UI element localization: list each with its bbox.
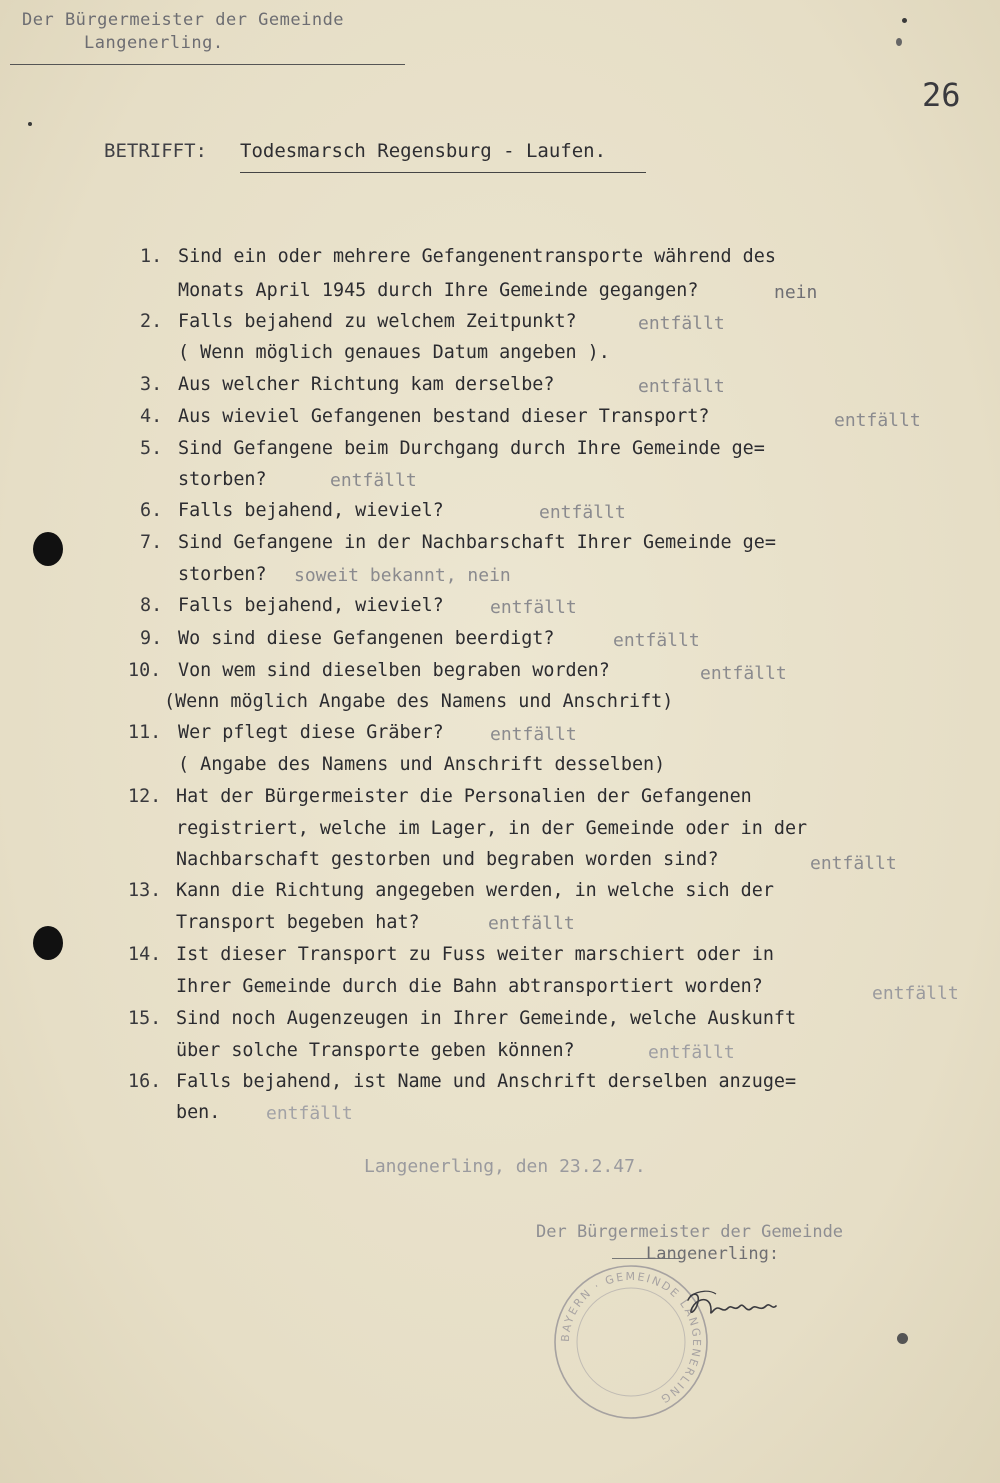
question-text: Aus welcher Richtung kam derselbe? (178, 374, 555, 395)
question-text: Von wem sind dieselben begraben worden? (178, 660, 610, 681)
answer-text: soweit bekannt, nein (294, 565, 511, 586)
answer-text: entfällt (648, 1042, 735, 1063)
answer-text: entfällt (834, 410, 921, 431)
question-text: Hat der Bürgermeister die Personalien der Gefangenen (176, 786, 752, 807)
stamp-text: BAYERN · GEMEINDE LANGENERLING (558, 1269, 704, 1407)
question-number: 11. (128, 722, 162, 743)
question-text: Kann die Richtung angegeben werden, in welche sich der (176, 880, 774, 901)
answer-text: entfällt (872, 983, 959, 1004)
question-text: Falls bejahend, wieviel? (178, 595, 444, 616)
question-number: 6. (140, 500, 163, 521)
question-number: 16. (128, 1071, 162, 1092)
ink-speck (897, 1333, 908, 1344)
question-text: Aus wieviel Gefangenen bestand dieser Transport? (178, 406, 710, 427)
answer-text: entfällt (638, 313, 725, 334)
question-text: Nachbarschaft gestorben und begraben worden sind? (176, 849, 719, 870)
question-text: ( Wenn möglich genaues Datum angeben ). (178, 342, 610, 363)
answer-text: entfällt (700, 663, 787, 684)
question-number: 13. (128, 880, 162, 901)
answer-text: nein (774, 282, 818, 303)
question-text: Monats April 1945 durch Ihre Gemeinde gegangen? (178, 280, 699, 301)
answer-text: entfällt (638, 376, 725, 397)
question-number: 10. (128, 660, 162, 681)
answer-text: entfällt (490, 597, 577, 618)
question-number: 5. (140, 438, 163, 459)
question-text: Falls bejahend, wieviel? (178, 500, 444, 521)
question-text: Sind ein oder mehrere Gefangenentransporte während des (178, 246, 776, 267)
subject-text: Todesmarsch Regensburg - Laufen. (240, 140, 607, 162)
handwritten-signature (680, 1286, 780, 1326)
signature-title: Der Bürgermeister der Gemeinde (536, 1222, 844, 1242)
question-number: 4. (140, 406, 163, 427)
question-number: 1. (140, 246, 163, 267)
question-text: über solche Transporte geben können? (176, 1040, 575, 1061)
answer-text: entfällt (488, 913, 575, 934)
answer-text: entfällt (490, 724, 577, 745)
answer-text: entfällt (613, 630, 700, 651)
question-text: ben. (176, 1102, 221, 1123)
question-text: storben? (178, 469, 267, 490)
sender-line-2: Langenerling. (84, 33, 224, 53)
question-number: 8. (140, 595, 163, 616)
question-text: Sind noch Augenzeugen in Ihrer Gemeinde, welche Auskunft (176, 1008, 797, 1029)
subject-underline (240, 172, 646, 173)
question-number: 12. (128, 786, 162, 807)
question-number: 2. (140, 311, 163, 332)
question-number: 14. (128, 944, 162, 965)
question-text: Wo sind diese Gefangenen beerdigt? (178, 628, 555, 649)
page-number: 26 (922, 76, 961, 114)
question-text: Falls bejahend zu welchem Zeitpunkt? (178, 311, 577, 332)
header-underline (10, 64, 405, 65)
question-number: 15. (128, 1008, 162, 1029)
ink-speck (902, 18, 907, 23)
question-text: Falls bejahend, ist Name und Anschrift derselben anzuge= (176, 1071, 797, 1092)
ink-speck (28, 122, 32, 126)
punch-hole (33, 926, 63, 960)
question-text: (Wenn möglich Angabe des Namens und Anschrift) (164, 691, 674, 712)
question-text: ( Angabe des Namens und Anschrift desselben) (178, 754, 666, 775)
subject-label: BETRIFFT: (104, 140, 207, 162)
question-text: Ist dieser Transport zu Fuss weiter marschiert oder in (176, 944, 774, 965)
place-and-date: Langenerling, den 23.2.47. (364, 1156, 646, 1177)
question-text: Transport begeben hat? (176, 912, 420, 933)
question-text: Wer pflegt diese Gräber? (178, 722, 444, 743)
sender-line-1: Der Bürgermeister der Gemeinde (22, 10, 345, 30)
question-text: Sind Gefangene in der Nachbarschaft Ihrer Gemeinde ge= (178, 532, 776, 553)
question-number: 9. (140, 628, 163, 649)
punch-hole (33, 532, 63, 566)
signature-place: Langenerling: (646, 1244, 780, 1264)
question-text: Sind Gefangene beim Durchgang durch Ihre Gemeinde ge= (178, 438, 765, 459)
question-text: Ihrer Gemeinde durch die Bahn abtransportiert worden? (176, 976, 763, 997)
question-number: 7. (140, 532, 163, 553)
answer-text: entfällt (266, 1103, 353, 1124)
answer-text: entfällt (810, 853, 897, 874)
question-text: registriert, welche im Lager, in der Gemeinde oder in der (176, 818, 808, 839)
question-text: storben? (178, 564, 267, 585)
question-number: 3. (140, 374, 163, 395)
ink-speck (896, 38, 902, 46)
answer-text: entfällt (539, 502, 626, 523)
answer-text: entfällt (330, 470, 417, 491)
